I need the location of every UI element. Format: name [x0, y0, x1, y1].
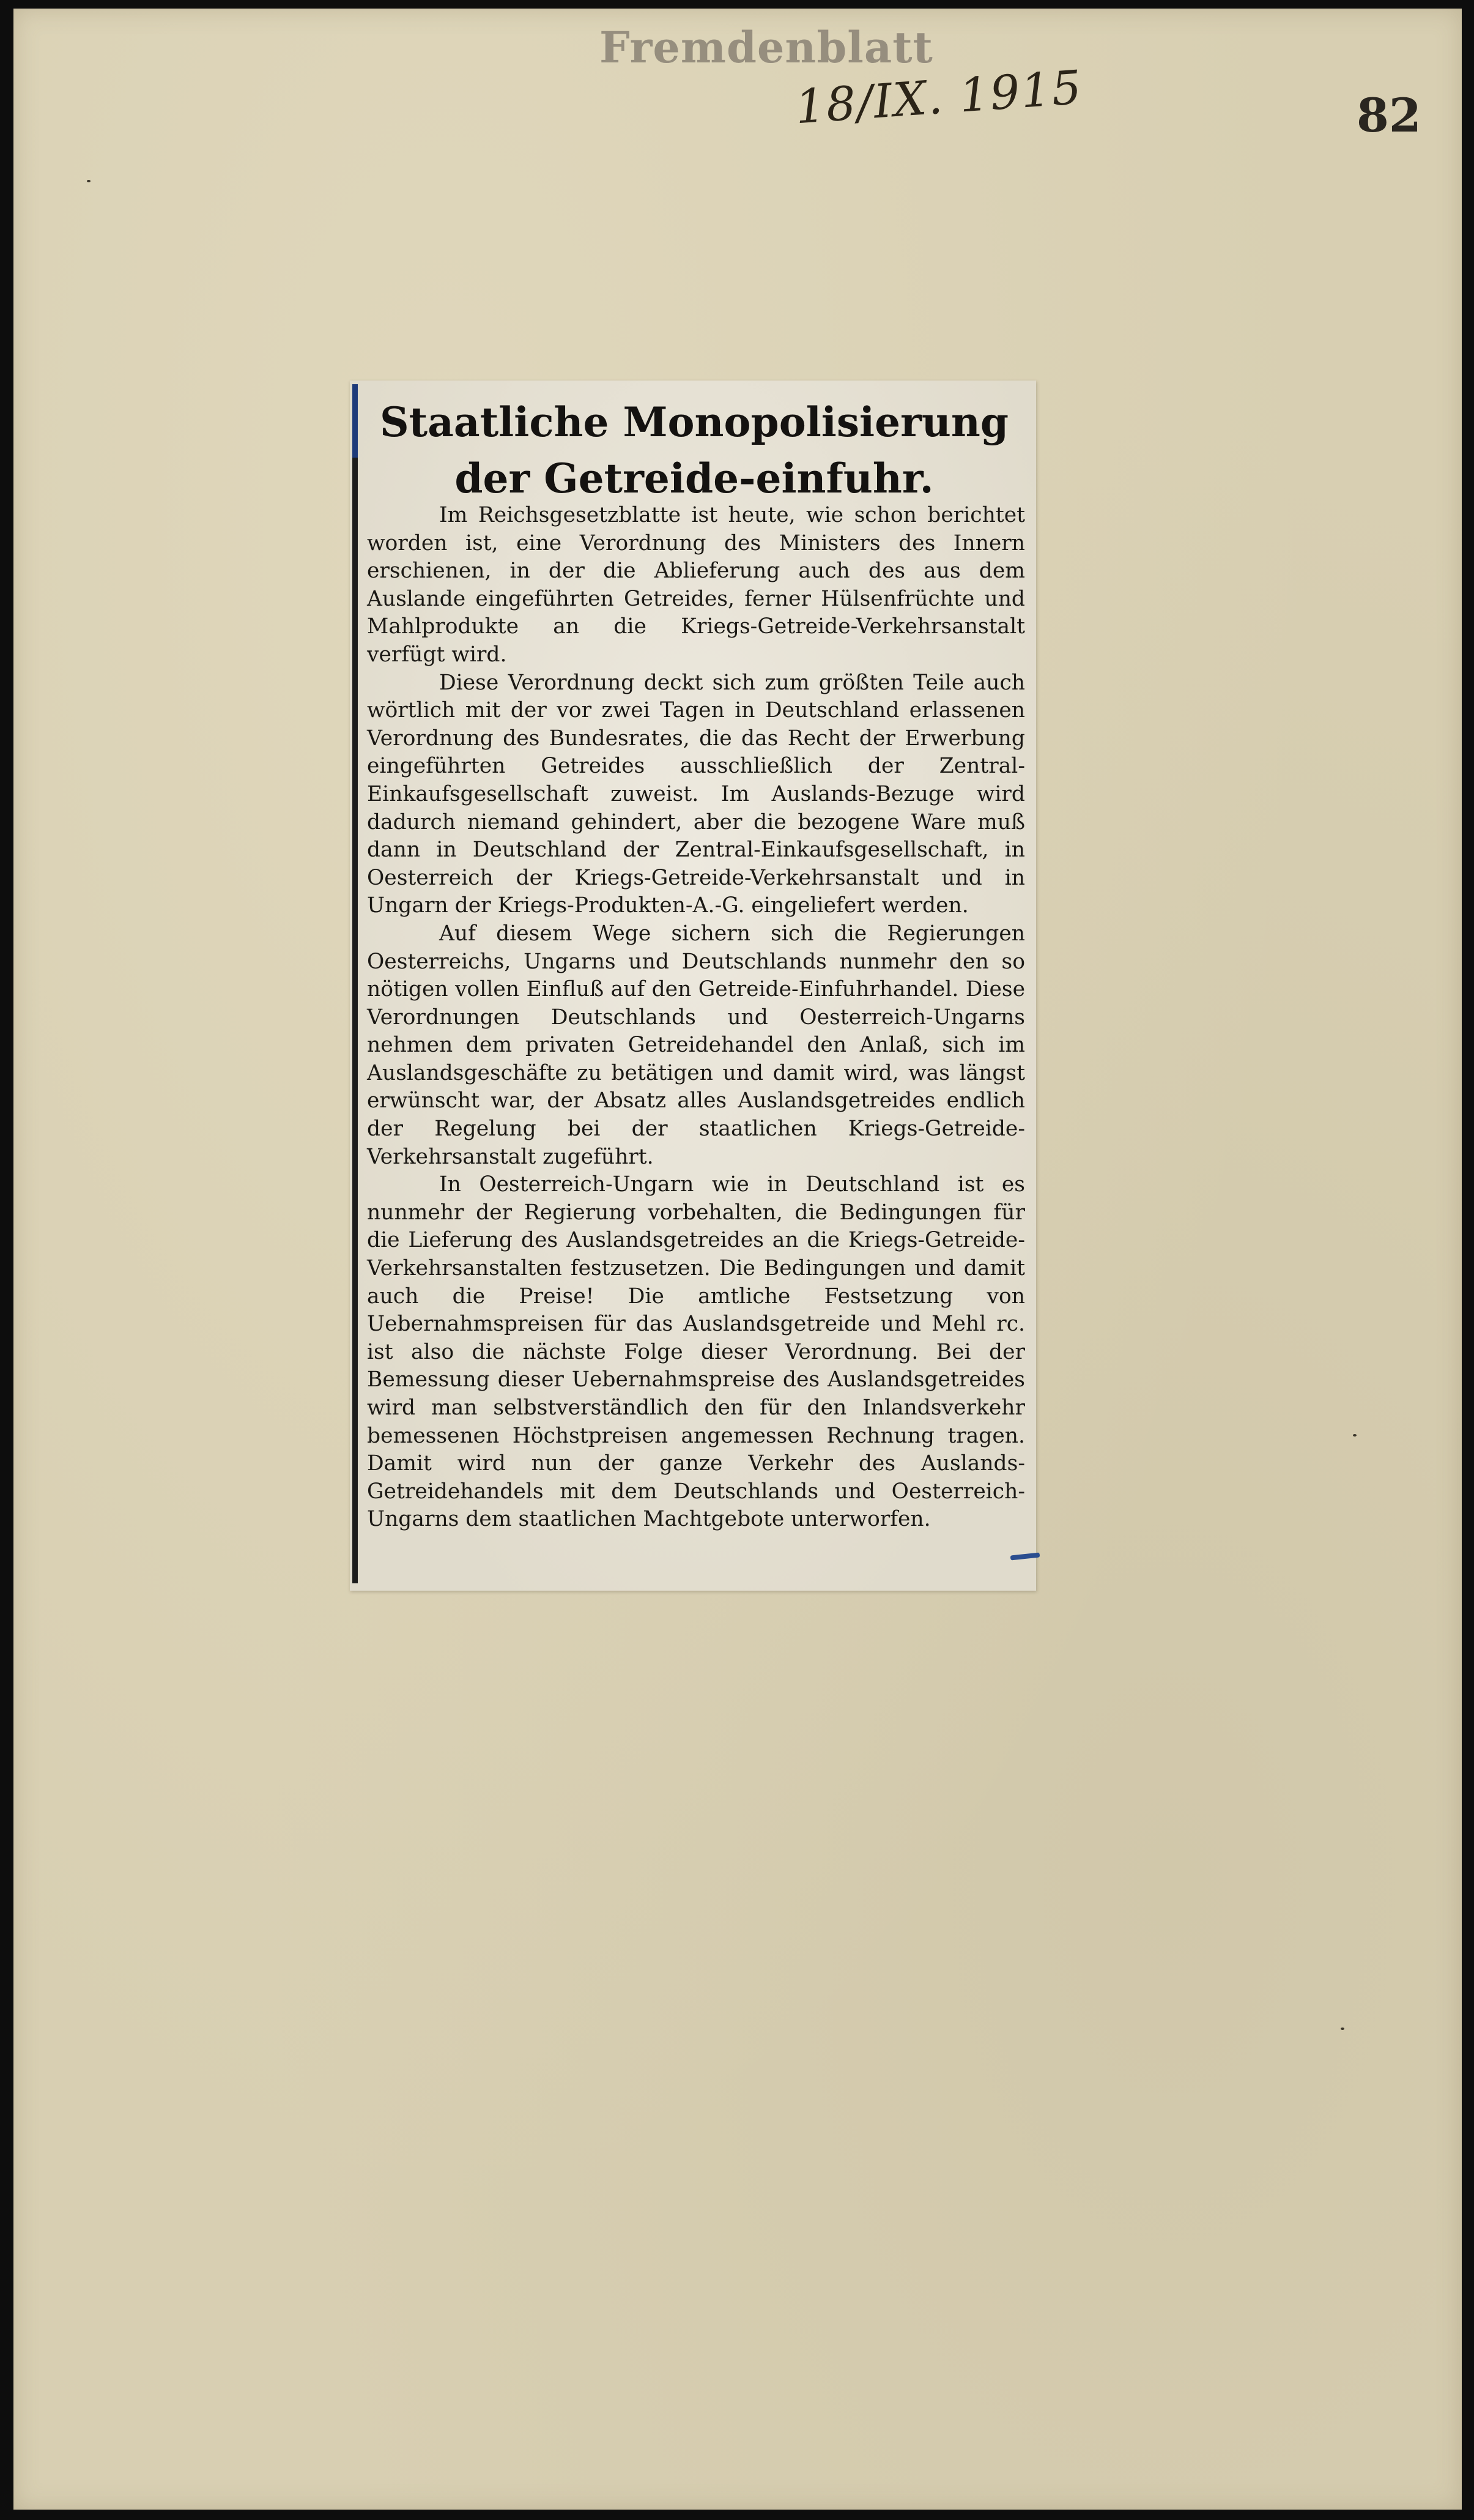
article-paragraph-3: Auf diesem Wege sichern sich die Regierungen Oesterreichs, Ungarns und Deutschlands nunmehr den so nötigen vollen Einfluß auf den Getreide-Einfuhrhandel. Diese Verordnungen Deutschlands und Oesterreich-Ungarns nehmen dem privaten Getreidehandel den Anlaß, sich im Auslandsgeschäfte zu betätigen und damit wird, was längst erwünscht war, der Absatz alles Auslandsgetreides endlich der Regelung bei der staatlichen Kriegs-Getreide-Verkehrsanstalt zugeführt. — [367, 921, 1025, 1169]
article-headline: Staatliche Monopolisierung der Getreide-einfuhr. — [380, 398, 1009, 502]
clipping-left-rule — [352, 384, 358, 1583]
article-body — [367, 502, 1025, 1534]
article-paragraph-4: In Oesterreich-Ungarn wie in Deutschland ist es nunmehr der Regierung vorbehalten, die Bedingungen für die Lieferung des Auslandsgetreides an die Kriegs-Getreide-Verkehrsanstalten festzusetzen. Die Bedingungen und damit auch die Preise! Die amtliche Festsetzung von Uebernahmspreisen für das Auslandsgetreide und Mehl rc. ist also die nächste Folge dieser Verordnung. Bei der Bemessung dieser Uebernahmspreise des Auslandsgetreides wird man selbstverständlich den für den Inlandsverkehr bemessenen Höchstpreisen angemessen Rechnung tragen. Damit wird nun der ganze Verkehr des Auslands-Getreidehandels mit dem Deutschlands und Oesterreich-Ungarns dem staatlichen Machtgebote unterworfen. — [367, 1172, 1025, 1532]
paper-speck — [87, 180, 91, 182]
source-stamp: Fremdenblatt — [599, 22, 933, 73]
blue-pencil-end-mark — [1010, 1553, 1040, 1561]
handwritten-date: 18/IX. 1915 — [793, 59, 1084, 135]
page-number: 82 — [1357, 88, 1421, 143]
clipping-blue-pencil-mark — [352, 384, 358, 458]
newspaper-clipping — [350, 381, 1036, 1591]
archive-sheet — [13, 9, 1462, 2510]
paper-speck — [1341, 2028, 1344, 2030]
paper-speck — [1353, 1434, 1357, 1437]
article-paragraph-2: Diese Verordnung deckt sich zum größten Teile auch wörtlich mit der vor zwei Tagen in Deutschland erlassenen Verordnung des Bundesrates, die das Recht der Erwerbung eingeführten Getreides ausschließlich der Zentral-Einkaufsgesellschaft zuweist. Im Auslands-Bezuge wird dadurch niemand gehindert, aber die bezogene Ware muß dann in Deutschland der Zentral-Einkaufsgesellschaft, in Oesterreich der Kriegs-Getreide-Verkehrsanstalt und in Ungarn der Kriegs-Produkten-A.-G. eingeliefert werden. — [367, 670, 1025, 918]
article-paragraph-1: Im Reichsgesetzblatte ist heute, wie schon berichtet worden ist, eine Verordnung des Ministers des Innern erschienen, in der die Ablieferung auch des aus dem Auslande eingeführten Getreides, ferner Hülsenfrüchte und Mahlprodukte an die Kriegs-Getreide-Verkehrsanstalt verfügt wird. — [367, 503, 1025, 667]
